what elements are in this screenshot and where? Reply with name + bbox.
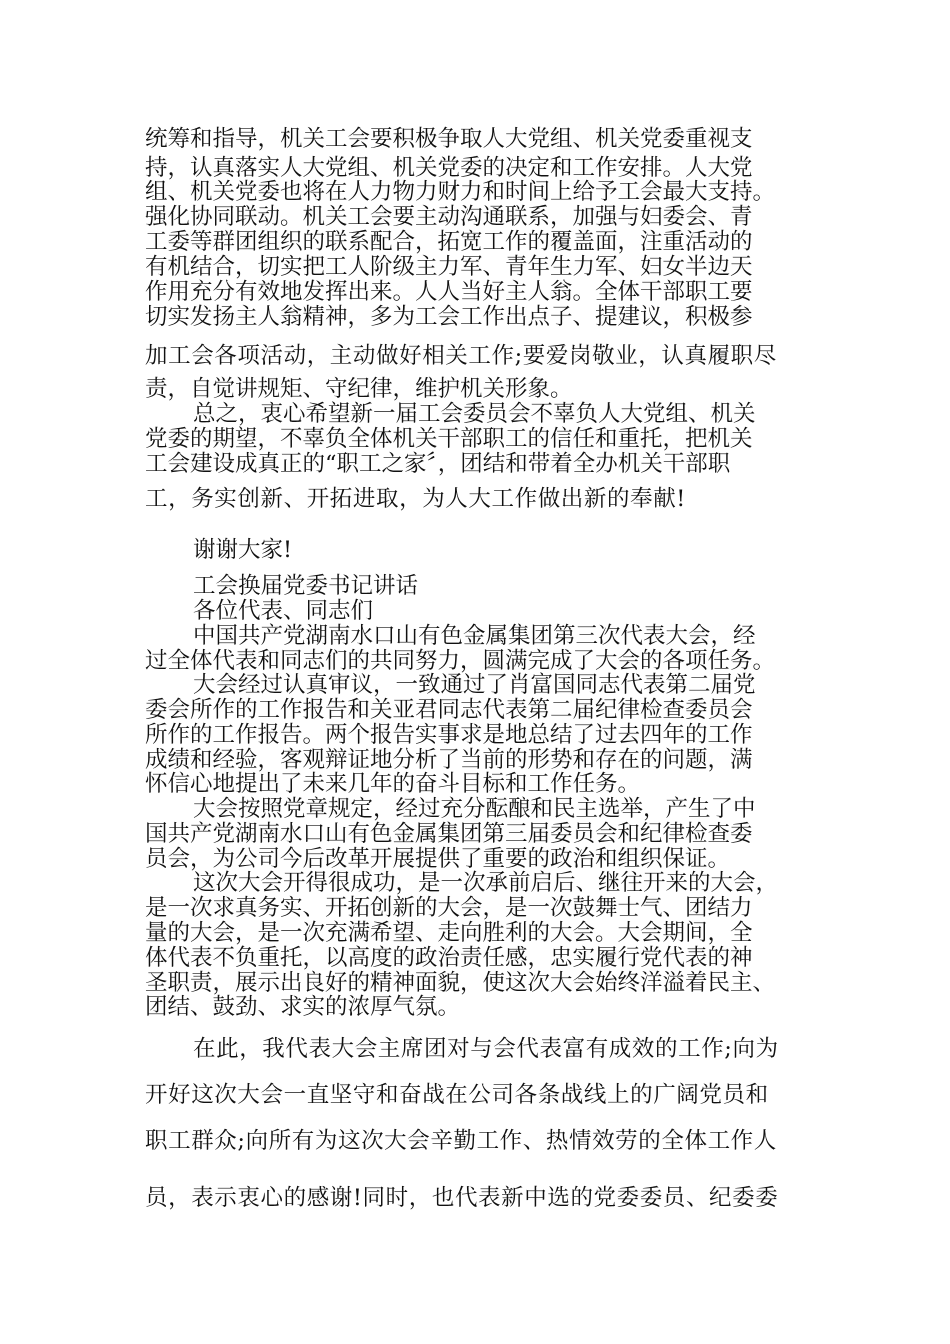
text-line: 开好这次大会一直坚守和奋战在公司各条战线上的广阔党员和: [145, 1082, 769, 1108]
text-line: 有机结合，切实把工人阶级主力军、青年生力军、妇女半边天: [145, 254, 753, 280]
text-line: 持，认真落实人大党组、机关党委的决定和工作安排。人大党: [145, 155, 753, 181]
text-line: 作用充分有效地发挥出来。人人当好主人翁。全体干部职工要: [145, 279, 753, 305]
text-line: 怀信心地提出了未来几年的奋斗目标和工作任务。: [145, 771, 641, 797]
text-line: 统筹和指导，机关工会要积极争取人大党组、机关党委重视支: [145, 126, 753, 152]
text-line: 谢谢大家!: [193, 537, 293, 563]
text-line: 中国共产党湖南水口山有色金属集团第三次代表大会，经: [193, 623, 756, 649]
text-line: 过全体代表和同志们的共同努力，圆满完成了大会的各项任务。: [145, 648, 776, 674]
text-line: 工会建设成真正的“职工之家〞，团结和带着全办机关干部职: [145, 451, 731, 477]
text-line: 国共产党湖南水口山有色金属集团第三届委员会和纪律检查委: [145, 821, 753, 847]
text-line: 体代表不负重托，以高度的政治责任感，忠实履行党代表的神: [145, 945, 753, 971]
text-line: 所作的工作报告。两个报告实事求是地总结了过去四年的工作: [145, 722, 753, 748]
text-line: 成绩和经验，客观辩证地分析了当前的形势和存在的问题，满: [145, 747, 753, 773]
text-line: 工，务实创新、开拓进取，为人大工作做出新的奉献!: [145, 486, 686, 512]
text-line: 圣职责，展示出良好的精神面貌，使这次大会始终洋溢着民主、: [145, 970, 776, 996]
text-line: 强化协同联动。机关工会要主动沟通联系，加强与妇委会、青: [145, 204, 753, 230]
text-line: 在此，我代表大会主席团对与会代表富有成效的工作;向为: [193, 1036, 779, 1062]
text-line: 责，自觉讲规矩、守纪律，维护机关形象。: [145, 376, 573, 402]
text-line: 党委的期望，不辜负全体机关干部职工的信任和重托，把机关: [145, 426, 753, 452]
text-line: 员会，为公司今后改革开展提供了重要的政治和组织保证。: [145, 846, 731, 872]
text-line: 量的大会，是一次充满希望、走向胜利的大会。大会期间，全: [145, 920, 753, 946]
text-line: 各位代表、同志们: [193, 598, 374, 624]
text-line: 这次大会开得很成功，是一次承前启后、继往开来的大会，: [193, 870, 779, 896]
text-line: 总之，衷心希望新一届工会委员会不辜负人大党组、机关: [193, 401, 756, 427]
text-line: 职工群众;向所有为这次大会辛勤工作、热情效劳的全体工作人: [145, 1128, 777, 1154]
text-line: 委会所作的工作报告和关亚君同志代表第二届纪律检查委员会: [145, 697, 753, 723]
text-line: 加工会各项活动，主动做好相关工作;要爱岗敬业，认真履职尽: [145, 343, 777, 369]
text-line: 员，表示衷心的感谢!同时，也代表新中选的党委委员、纪委委: [145, 1185, 779, 1211]
text-line: 工委等群团组织的联系配合，拓宽工作的覆盖面，注重活动的: [145, 229, 753, 255]
text-line: 切实发扬主人翁精神，多为工会工作出点子、提建议，积极参: [145, 304, 753, 330]
text-line: 是一次求真务实、开拓创新的大会，是一次鼓舞士气、团结力: [145, 895, 753, 921]
text-line: 大会按照党章规定，经过充分酝酿和民主选举，产生了中: [193, 796, 756, 822]
text-line: 团结、鼓劲、求实的浓厚气氛。: [145, 994, 461, 1020]
text-line: 大会经过认真审议，一致通过了肖富国同志代表第二届党: [193, 672, 756, 698]
text-line: 组、机关党委也将在人力物力财力和时间上给予工会最大支持。: [145, 179, 776, 205]
text-line: 工会换届党委书记讲话: [193, 573, 419, 599]
